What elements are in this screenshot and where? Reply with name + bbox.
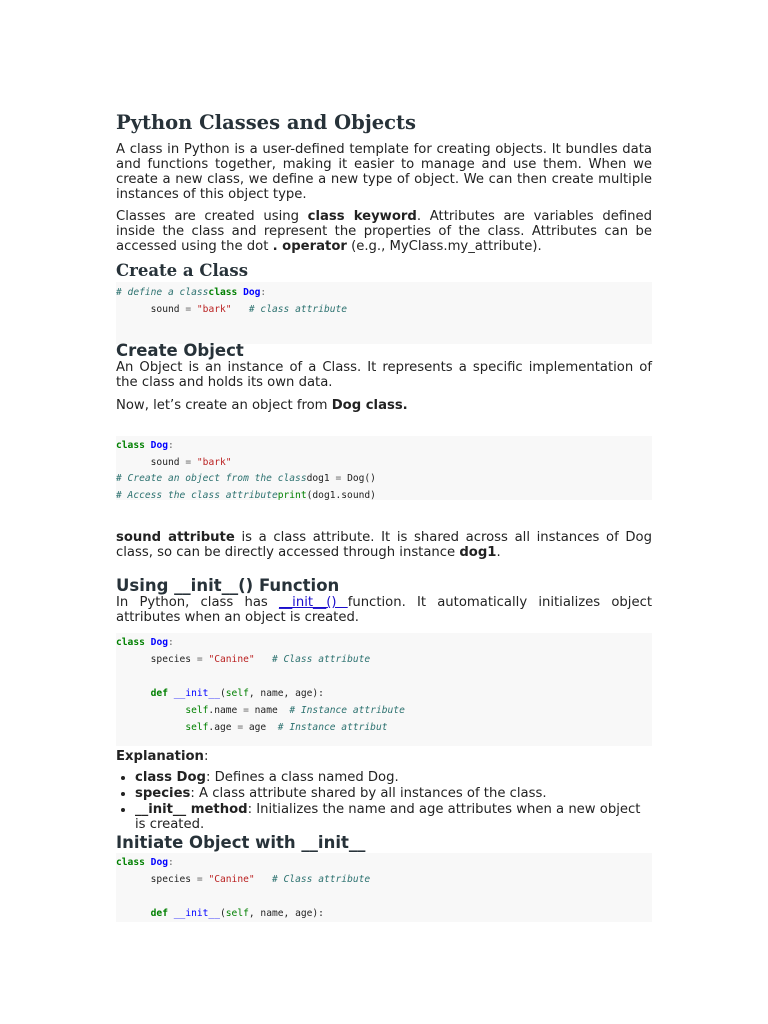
code-block-create-object: class Dog: sound = "bark" # Create an object from the classdog1 = Dog() # Access the class attributeprint(dog1.sound)	[116, 436, 652, 500]
code-block-create-class: # define a classclass Dog: sound = "bark" # class attribute	[116, 282, 652, 344]
list-item: • class Dog: Defines a class named Dog.	[135, 770, 652, 786]
sound-attribute-paragraph: sound attribute is a class attribute. It is shared across all instances of Dog class, so can be directly accessed through instance dog1.	[116, 530, 652, 560]
list-item: • species: A class attribute shared by all instances of the class.	[135, 786, 652, 802]
initiate-object-heading: Initiate Object with __init__	[116, 833, 366, 852]
list-item: • __init__ method: Initializes the name and age attributes when a new object is created.	[135, 802, 652, 834]
init-function-heading: Using __init__() Function	[116, 576, 340, 595]
create-object-intro: Now, let’s create an object from Dog class.	[116, 398, 408, 413]
explanation-list	[116, 770, 652, 833]
create-object-heading: Create Object	[116, 341, 244, 360]
init-link[interactable]: __init__()	[278, 595, 348, 610]
init-paragraph: In Python, class has __init__() function. It automatically initializes object attributes when an object is created.	[116, 595, 652, 625]
code-block-init: class Dog: species = "Canine" # Class attribute def __init__(self, name, age): self.name = name # Instance attribute self.age = age # Instance attribut	[116, 633, 652, 746]
classes-paragraph: Classes are created using class keyword. Attributes are variables defined inside the class and represent the properties of the class. Attributes can be accessed using the dot . operator (e.g., MyClass.my_attribute).	[116, 209, 652, 254]
code-block-initiate: class Dog: species = "Canine" # Class attribute def __init__(self, name, age):	[116, 853, 652, 922]
explanation-label: Explanation:	[116, 749, 209, 764]
page-title: Python Classes and Objects	[116, 111, 417, 134]
intro-paragraph: A class in Python is a user-defined template for creating objects. It bundles data and functions together, making it easier to manage and use them. When we create a new class, we define a new type of object. We can then create multiple instances of this object type.	[116, 142, 652, 202]
create-class-heading: Create a Class	[116, 261, 248, 280]
object-paragraph: An Object is an instance of a Class. It represents a specific implementation of the class and holds its own data.	[116, 360, 652, 390]
